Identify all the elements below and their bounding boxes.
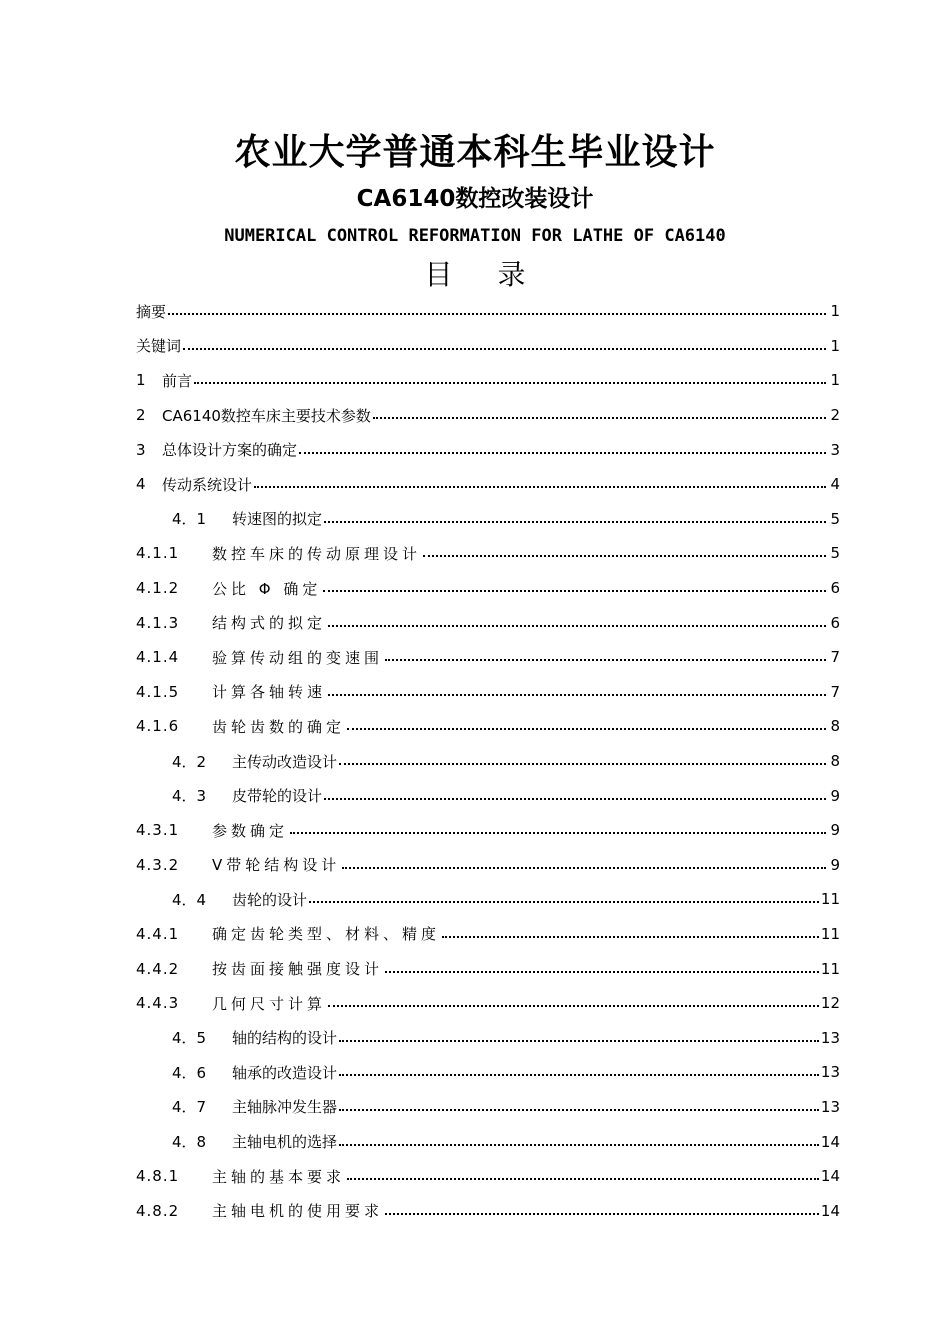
toc-entry[interactable] bbox=[136, 917, 840, 952]
toc-entry-label: 主轴电机的使用要求 bbox=[212, 1202, 384, 1221]
toc-heading: 目 录 bbox=[424, 258, 526, 291]
toc-entry[interactable] bbox=[136, 1193, 840, 1228]
toc-entry-label: 皮带轮的设计 bbox=[232, 787, 323, 806]
toc-entry-number: 4．5 bbox=[172, 1029, 207, 1048]
toc-dot-leader bbox=[328, 694, 826, 696]
toc-dot-leader bbox=[423, 555, 826, 557]
toc-entry-number: 4.4.3 bbox=[136, 994, 180, 1013]
toc-entry-number: 4.3.1 bbox=[136, 821, 180, 840]
toc-entry-page: 1 bbox=[830, 336, 840, 355]
toc-entry-page: 8 bbox=[830, 717, 840, 736]
toc-entry[interactable] bbox=[136, 1090, 840, 1125]
toc-entry-number: 4.1.6 bbox=[136, 717, 180, 736]
toc-entry-number: 4.1.5 bbox=[136, 682, 180, 701]
toc-entry-label: 轴的结构的设计 bbox=[232, 1029, 338, 1048]
toc-entry-page: 8 bbox=[830, 752, 840, 771]
toc-entry[interactable] bbox=[136, 363, 840, 398]
toc-entry-number: 4.8.1 bbox=[136, 1167, 180, 1186]
toc-entry[interactable] bbox=[136, 675, 840, 710]
toc-entry-label: 计算各轴转速 bbox=[212, 683, 327, 702]
toc-entry[interactable] bbox=[136, 432, 840, 467]
toc-entry-page: 11 bbox=[820, 959, 840, 978]
toc-entry-page: 14 bbox=[820, 1167, 840, 1186]
toc-entry-number: 2 bbox=[136, 406, 146, 425]
english-title: NUMERICAL CONTROL REFORMATION FOR LATHE OF CA6140 bbox=[224, 226, 726, 246]
toc-dot-leader bbox=[299, 452, 826, 454]
toc-entry-label: 总体设计方案的确定 bbox=[162, 441, 298, 460]
toc-entry-label: 轴承的改造设计 bbox=[232, 1063, 338, 1082]
toc-entry-page: 13 bbox=[820, 1028, 840, 1047]
toc-entry[interactable] bbox=[136, 605, 840, 640]
toc-dot-leader bbox=[339, 1040, 819, 1042]
toc-entry-page: 5 bbox=[830, 509, 840, 528]
toc-entry-number: 1 bbox=[136, 371, 146, 390]
toc-dot-leader bbox=[194, 382, 826, 384]
toc-dot-leader bbox=[324, 521, 826, 523]
toc-dot-leader bbox=[342, 867, 826, 869]
toc-entry-number: 4.4.2 bbox=[136, 959, 180, 978]
toc-entry-page: 6 bbox=[830, 579, 840, 598]
toc-entry[interactable] bbox=[136, 1020, 840, 1055]
toc-entry-label: CA6140数控车床主要技术参数 bbox=[162, 406, 371, 425]
toc-entry[interactable] bbox=[136, 1055, 840, 1090]
toc-dot-leader bbox=[385, 1213, 819, 1215]
toc-entry[interactable] bbox=[136, 571, 840, 606]
toc-entry-page: 3 bbox=[830, 440, 840, 459]
toc-entry-label: V带轮结构设计 bbox=[212, 856, 341, 875]
toc-entry[interactable] bbox=[136, 813, 840, 848]
toc-entry-label: 齿轮的设计 bbox=[232, 890, 308, 909]
toc-dot-leader bbox=[339, 1144, 819, 1146]
toc-dot-leader bbox=[254, 486, 826, 488]
toc-entry-label: 主传动改造设计 bbox=[232, 752, 338, 771]
toc-dot-leader bbox=[442, 936, 819, 938]
toc-entry-page: 7 bbox=[830, 648, 840, 667]
toc-entry[interactable] bbox=[136, 986, 840, 1021]
toc-entry-page: 9 bbox=[830, 821, 840, 840]
toc-entry-label: 数控车床的传动原理设计 bbox=[212, 544, 422, 563]
toc-dot-leader bbox=[347, 1178, 819, 1180]
toc-entry-label: 参数确定 bbox=[212, 821, 289, 840]
toc-entry-label: 关键词 bbox=[136, 337, 182, 356]
toc-entry[interactable] bbox=[136, 778, 840, 813]
toc-dot-leader bbox=[339, 1074, 819, 1076]
toc-entry[interactable] bbox=[136, 502, 840, 537]
toc-entry-number: 4.4.1 bbox=[136, 924, 180, 943]
toc-dot-leader bbox=[323, 590, 826, 592]
toc-entry[interactable] bbox=[136, 951, 840, 986]
toc-dot-leader bbox=[328, 1005, 819, 1007]
toc-entry-number: 4.1.1 bbox=[136, 544, 180, 563]
toc-entry-label: 几何尺寸计算 bbox=[212, 994, 327, 1013]
toc-dot-leader bbox=[328, 625, 826, 627]
toc-entry-number: 4．3 bbox=[172, 787, 207, 806]
toc-entry-label: 主轴电机的选择 bbox=[232, 1133, 338, 1152]
toc-entry-page: 1 bbox=[830, 302, 840, 321]
toc-entry-number: 4.1.3 bbox=[136, 613, 180, 632]
toc-entry-page: 9 bbox=[830, 786, 840, 805]
document-subtitle: CA6140数控改装设计 bbox=[356, 186, 594, 212]
toc-entry-number: 4．6 bbox=[172, 1063, 207, 1082]
toc-entry[interactable] bbox=[136, 882, 840, 917]
table-of-contents bbox=[136, 294, 840, 1228]
toc-entry[interactable] bbox=[136, 329, 840, 364]
toc-entry-number: 4．1 bbox=[172, 510, 207, 529]
toc-entry-label: 按齿面接触强度设计 bbox=[212, 960, 384, 979]
toc-dot-leader bbox=[309, 901, 819, 903]
toc-dot-leader bbox=[339, 763, 826, 765]
toc-entry-number: 4．4 bbox=[172, 890, 207, 909]
toc-entry-page: 14 bbox=[820, 1201, 840, 1220]
toc-entry-number: 4．2 bbox=[172, 752, 207, 771]
toc-entry-page: 4 bbox=[830, 475, 840, 494]
toc-entry-number: 3 bbox=[136, 440, 146, 459]
toc-entry-number: 4.3.2 bbox=[136, 855, 180, 874]
toc-entry-number: 4．8 bbox=[172, 1133, 207, 1152]
toc-entry-number: 4 bbox=[136, 475, 146, 494]
toc-entry[interactable] bbox=[136, 536, 840, 571]
toc-entry-label: 确定齿轮类型、材料、精度 bbox=[212, 925, 441, 944]
toc-entry[interactable] bbox=[136, 467, 840, 502]
toc-entry-label: 结构式的拟定 bbox=[212, 614, 327, 633]
toc-entry-page: 13 bbox=[820, 1063, 840, 1082]
toc-entry-number: 4．7 bbox=[172, 1098, 207, 1117]
toc-dot-leader bbox=[324, 798, 826, 800]
toc-entry-page: 11 bbox=[820, 924, 840, 943]
toc-dot-leader bbox=[339, 1109, 819, 1111]
toc-entry-label: 转速图的拟定 bbox=[232, 510, 323, 529]
toc-entry[interactable] bbox=[136, 640, 840, 675]
toc-dot-leader bbox=[290, 832, 826, 834]
toc-entry[interactable] bbox=[136, 744, 840, 779]
toc-entry-page: 1 bbox=[830, 371, 840, 390]
toc-entry-number: 4.1.2 bbox=[136, 579, 180, 598]
toc-entry-page: 6 bbox=[830, 613, 840, 632]
toc-entry-page: 7 bbox=[830, 682, 840, 701]
toc-entry-label: 摘要 bbox=[136, 302, 167, 321]
toc-entry-page: 11 bbox=[820, 890, 840, 909]
toc-entry[interactable] bbox=[136, 398, 840, 433]
toc-entry-number: 4.1.4 bbox=[136, 648, 180, 667]
toc-dot-leader bbox=[347, 728, 826, 730]
toc-entry-page: 13 bbox=[820, 1097, 840, 1116]
document-title: 农业大学普通本科生毕业设计 bbox=[234, 131, 716, 173]
toc-entry-label: 齿轮齿数的确定 bbox=[212, 717, 346, 736]
toc-entry[interactable] bbox=[136, 709, 840, 744]
toc-entry-label: 前言 bbox=[162, 371, 193, 390]
toc-entry-label: 公比 Φ 确定 bbox=[212, 579, 322, 598]
toc-entry[interactable] bbox=[136, 1124, 840, 1159]
toc-dot-leader bbox=[385, 659, 826, 661]
toc-entry-page: 12 bbox=[820, 994, 840, 1013]
toc-entry-page: 9 bbox=[830, 855, 840, 874]
toc-dot-leader bbox=[385, 971, 819, 973]
toc-entry-label: 验算传动组的变速围 bbox=[212, 648, 384, 667]
toc-entry-label: 主轴的基本要求 bbox=[212, 1167, 346, 1186]
toc-entry[interactable] bbox=[136, 848, 840, 883]
toc-entry-label: 主轴脉冲发生器 bbox=[232, 1098, 338, 1117]
toc-entry-number: 4.8.2 bbox=[136, 1201, 180, 1220]
toc-entry-page: 5 bbox=[830, 544, 840, 563]
toc-entry[interactable] bbox=[136, 294, 840, 329]
toc-entry-label: 传动系统设计 bbox=[162, 475, 253, 494]
toc-dot-leader bbox=[373, 417, 826, 419]
toc-dot-leader bbox=[168, 313, 826, 315]
toc-entry-page: 14 bbox=[820, 1132, 840, 1151]
toc-entry[interactable] bbox=[136, 1159, 840, 1194]
toc-dot-leader bbox=[183, 348, 826, 350]
toc-entry-page: 2 bbox=[830, 406, 840, 425]
